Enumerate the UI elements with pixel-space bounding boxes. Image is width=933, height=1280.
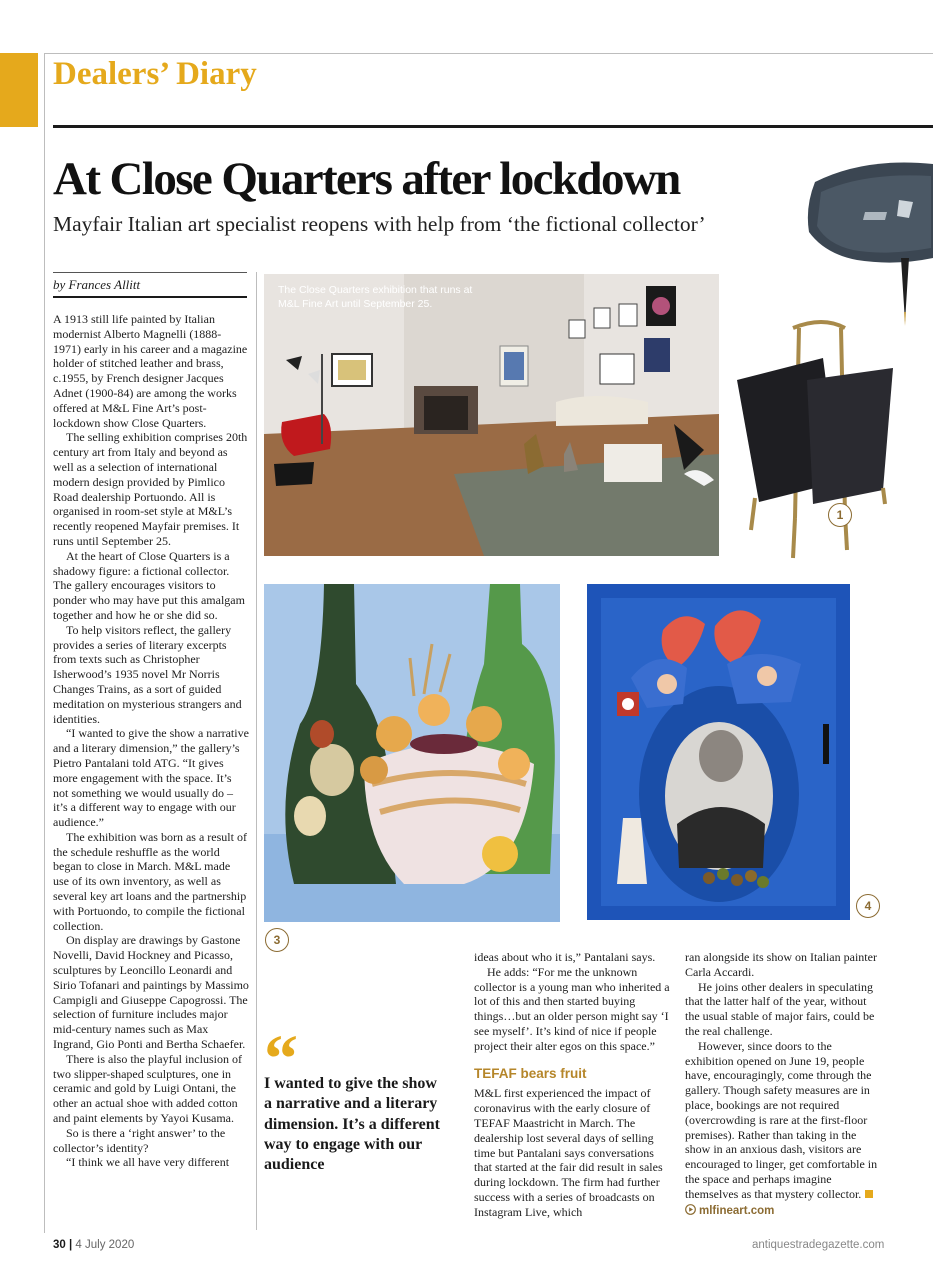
paragraph: “I wanted to give the show a narrative and a literary dimension,” the gallery’s Pietro Pantalani told ATG. “It gives more engagement with the space. It’s not something we would usually do – it’s a different way to engage with our audience.” — [53, 726, 249, 830]
image-number-1: 1 — [828, 503, 852, 527]
website-link-row[interactable] — [685, 1203, 883, 1219]
paragraph: “I think we all have very different — [66, 1155, 230, 1170]
paragraph-text: However, since doors to the exhibition opened on June 19, people have, encouragingly, come through the gallery. Though safety measures are in place, bookings are not required (overcrowding is rare at the first-floor premises). Rather than taking in the show in an anxious dash, visitors are encouraged to linger, get comfortable in the space and perhaps imagine themselves as that mystery collector. — [685, 1038, 878, 1201]
section-title: Dealers’ Diary — [53, 56, 257, 92]
paragraph: On display are drawings by Gastone Novelli, David Hockney and Picasso, sculptures by Leoncillo Leonardi and Sirio Tofanari and paintings by Massimo Campigli and Giuseppe Capogrossi. The selection of furniture includes major mid-century names such as Max Ingrand, Gio Ponti and Bertha Schaefer. — [53, 933, 249, 1052]
photo-caption: The Close Quarters exhibition that runs at M&L Fine Art until September 25. — [278, 284, 473, 310]
magazine-holder-image — [733, 318, 898, 562]
paragraph: ideas about who it is,” Pantalani says. — [474, 950, 656, 964]
top-rule — [44, 53, 933, 54]
byline-rule-bottom — [53, 296, 247, 298]
paragraph: The exhibition was born as a result of the schedule reshuffle as the world began to close in March. M&L made use of its own inventory, as well as several key art loans and the partnership with Portuondo, to compile the fictional collection. — [53, 829, 247, 933]
issue-date: 4 July 2020 — [75, 1239, 135, 1251]
section-tab — [0, 53, 38, 127]
standfirst: Mayfair Italian art specialist reopens with help from ‘the fictional collector’ — [53, 212, 706, 236]
website-link[interactable]: mlfineart.com — [699, 1204, 775, 1217]
article-column-3 — [474, 950, 672, 1220]
paragraph — [685, 1039, 883, 1202]
image-number-4: 4 — [856, 894, 880, 918]
box-assemblage-artwork — [587, 584, 850, 920]
pull-quote: I wanted to give the show a narrative and a literary dimension. It’s a different way to engage with our audience — [264, 1075, 440, 1174]
page-number: 30 — [53, 1239, 66, 1251]
article-column-1 — [53, 312, 249, 1170]
end-mark-icon — [865, 1190, 873, 1198]
paragraph: So is there a ‘right answer’ to the collector’s identity? — [53, 1125, 226, 1155]
left-margin-rule — [44, 53, 45, 1233]
image-number-3: 3 — [265, 928, 289, 952]
pull-quote-mark: “ — [264, 1020, 298, 1096]
paragraph: There is also the playful inclusion of two slipper-shaped sculptures, one in ceramic and gold by Luigi Ontani, the other an actual shoe with added cotton and paint elements by Yayoi Kusama. — [53, 1051, 242, 1126]
paragraph: He adds: “For me the unknown collector is a young man who inherited a lot of this and then started buying things…but an older person might say ‘I see myself’. It’s kind of nice if people project their alter egos on this space.” — [474, 964, 670, 1053]
subheading: TEFAF bears fruit — [474, 1065, 587, 1081]
byline-rule-top — [53, 272, 247, 273]
gallery-room-photo — [264, 274, 719, 556]
section-rule — [53, 125, 933, 128]
headline: At Close Quarters after lockdown — [53, 153, 680, 205]
paragraph: He joins other dealers in speculating that the latter half of the year, without the usual stable of major fairs, could be the real challenge. — [685, 979, 875, 1038]
still-life-painting — [264, 584, 560, 922]
play-circle-icon — [685, 1204, 696, 1215]
column-divider — [256, 272, 257, 1230]
byline: by Frances Allitt — [53, 277, 141, 292]
paragraph: A 1913 still life painted by Italian modernist Alberto Magnelli (1888-1971) early in his career and a magazine holder of stitched leather and brass, c.1955, by French designer Jacques Adnet (1900-84) are among the works offered at M&L Fine Art’s post-lockdown show Close Quarters. — [53, 312, 248, 430]
paragraph: At the heart of Close Quarters is a shadowy figure: a fictional collector. The gallery encourages visitors to ponder who may have put this amalgam together and how he or she did so. — [53, 548, 245, 622]
paragraph: The selling exhibition comprises 20th century art from Italy and beyond as well as a selection of international modern design provided by Pimlico Road dealership Portuondo. All is organised in room-set style at M&L’s recently reopened Mayfair premises. It runs until September 25. — [53, 430, 248, 548]
article-column-4 — [685, 950, 883, 1218]
paragraph: M&L first experienced the impact of coronavirus with the early closure of TEFAF Maastricht in March. The dealership lost several days of selling time but Pantalani says conversations that started at the fair did result in sales during lockdown. The firm had further success with a series of broadcasts on Instagram Live, which — [474, 1086, 663, 1219]
footer-separator: | — [69, 1239, 73, 1251]
footer-website: antiquestradegazette.com — [752, 1239, 885, 1251]
paragraph: To help visitors reflect, the gallery provides a series of literary excerpts from texts such as Christopher Isherwood’s 1935 novel Mr Norris Changes Trains, as a sort of guided meditation on mysterious strangers and identities. — [53, 622, 242, 726]
coffee-table-image — [805, 162, 933, 328]
paragraph: ran alongside its show on Italian painter Carla Accardi. — [685, 950, 877, 979]
page-footer-left — [53, 1239, 134, 1251]
